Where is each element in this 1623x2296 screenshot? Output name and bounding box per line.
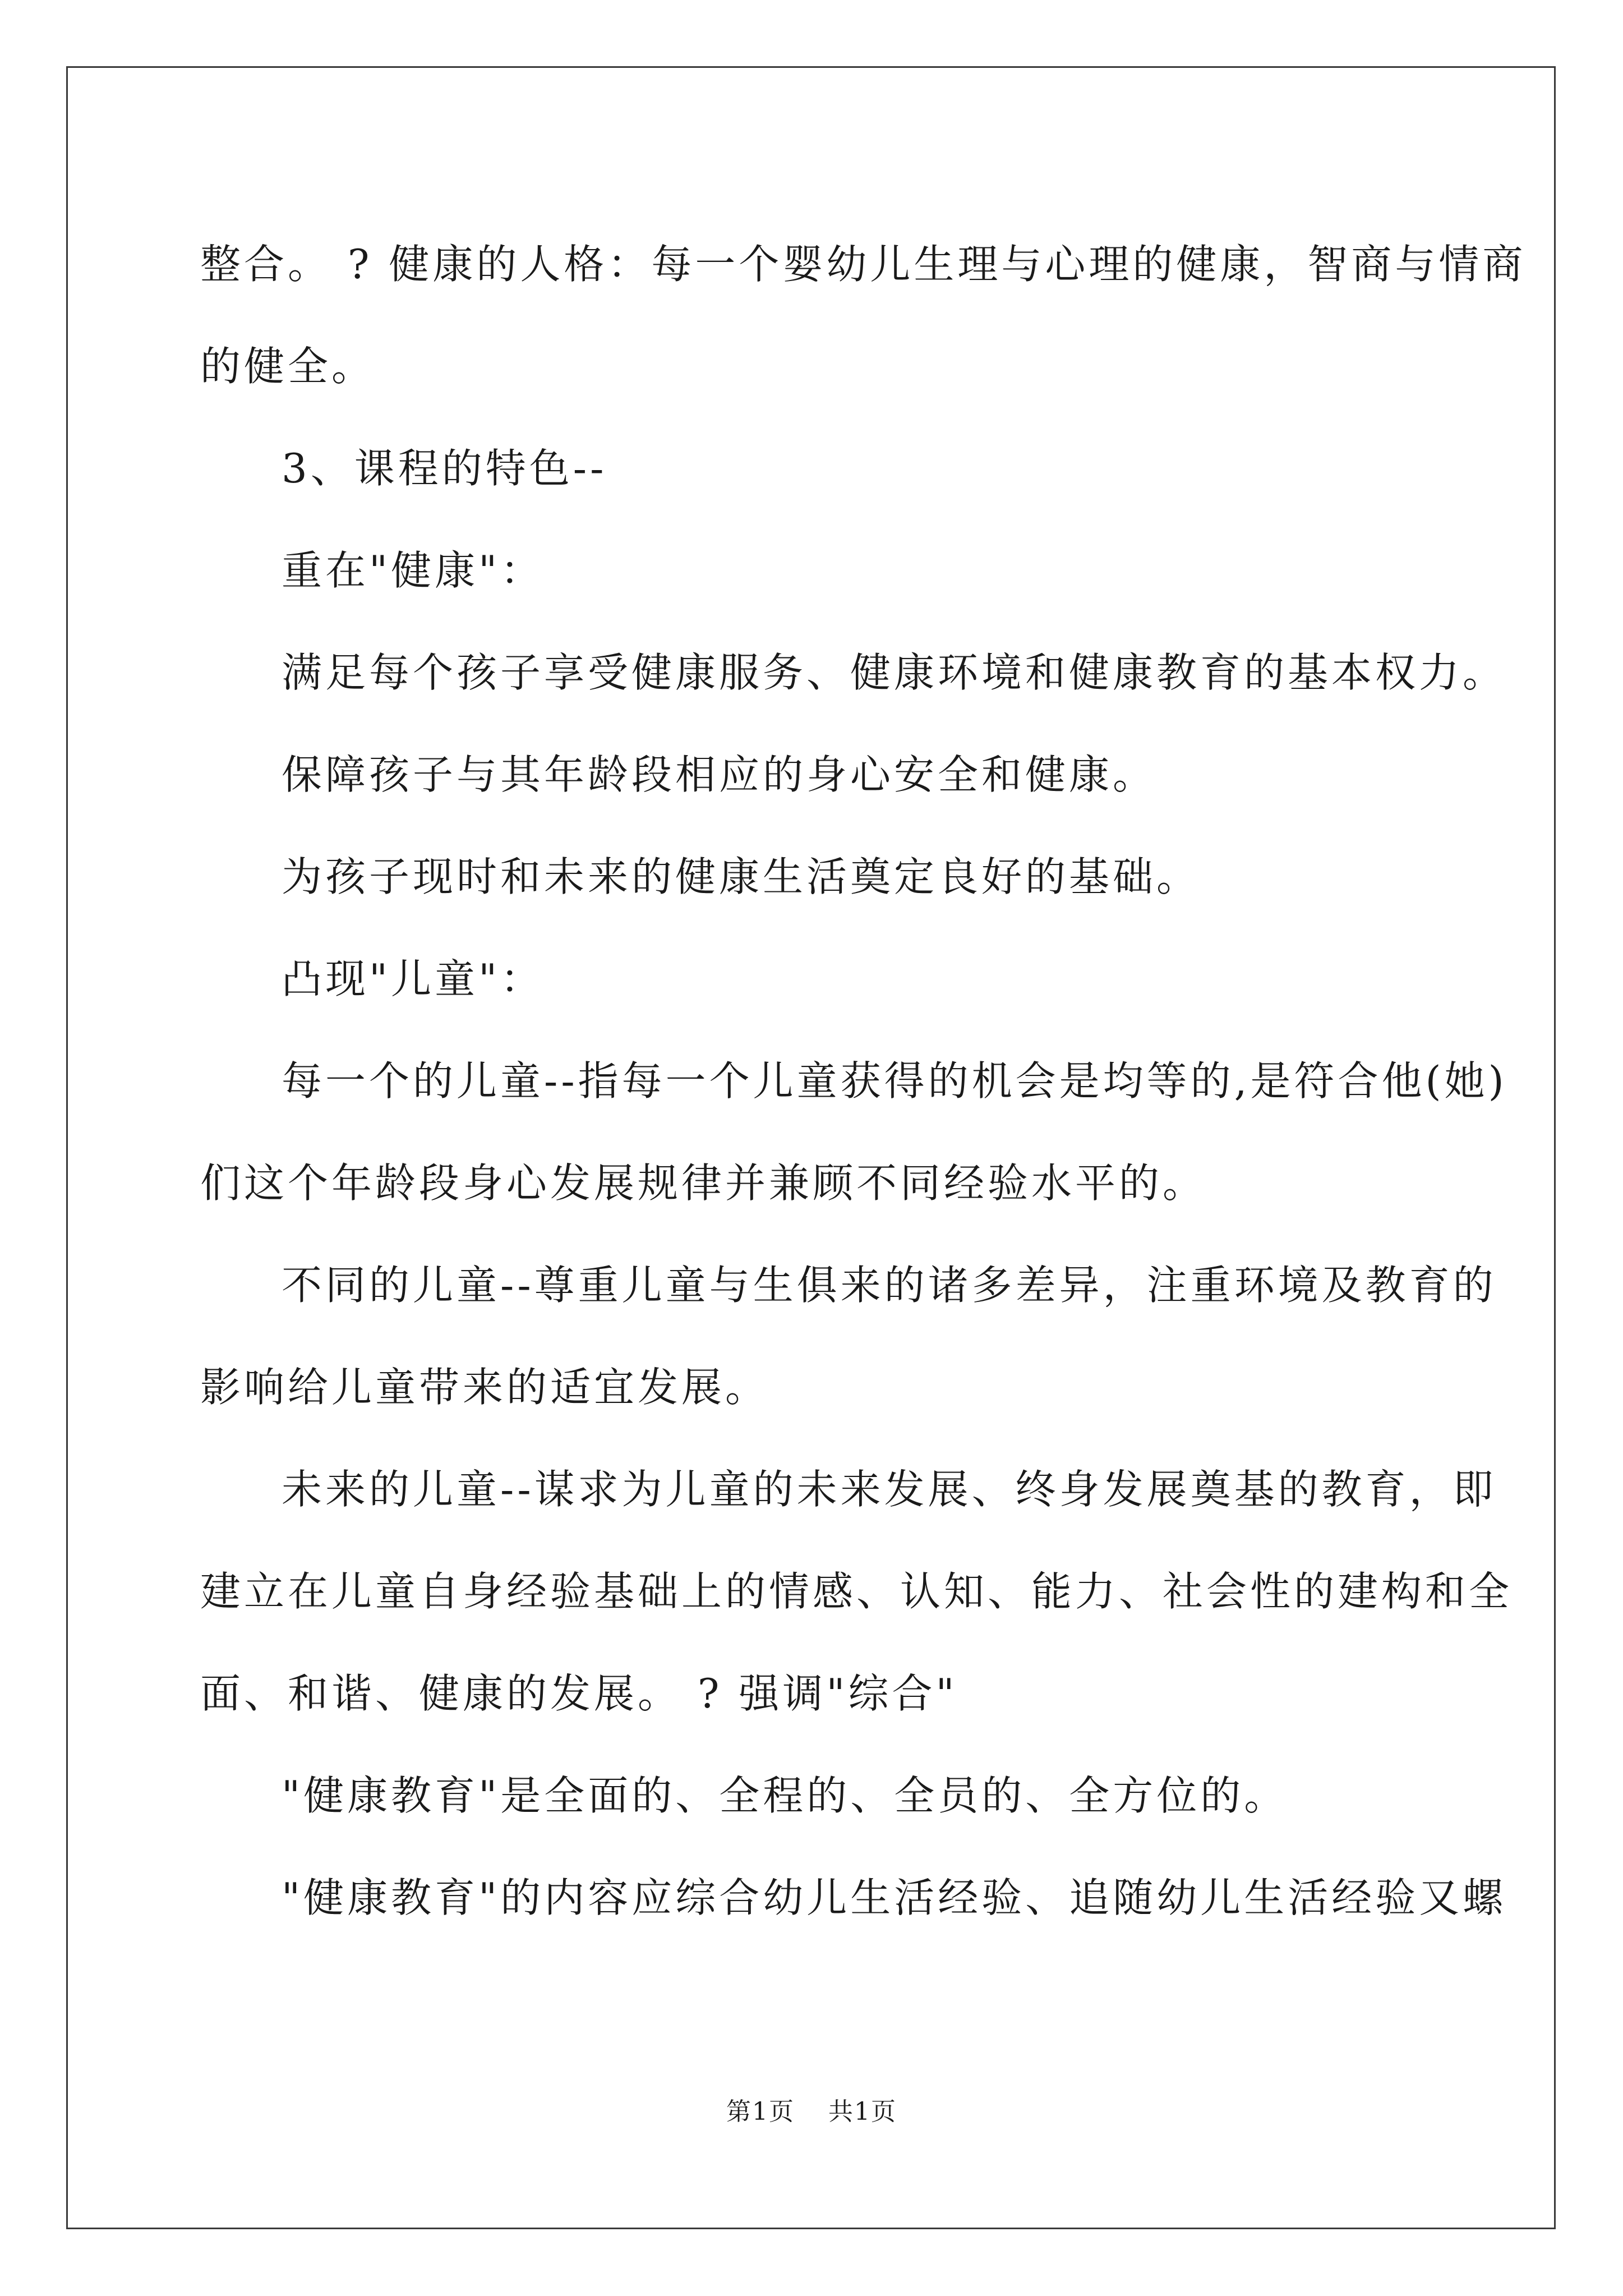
text-line: 重在"健康"：: [282, 547, 545, 594]
page-number: 第1页: [726, 2097, 795, 2126]
text-line: 为孩子现时和未来的健康生活奠定良好的基础。: [282, 853, 1201, 900]
text-line: 的健全。: [200, 343, 376, 390]
text-line: 满足每个孩子享受健康服务、健康环境和健康教育的基本权力。: [282, 649, 1507, 696]
text-line: 不同的儿童--尊重儿童与生俱来的诸多差异，注重环境及教育的: [282, 1262, 1497, 1309]
text-line: 每一个的儿童--指每一个儿童获得的机会是均等的,是符合他(她): [282, 1057, 1507, 1105]
text-line: 保障孩子与其年龄段相应的身心安全和健康。: [282, 751, 1157, 798]
page-total: 共1页: [828, 2097, 897, 2126]
document-body: [200, 213, 1527, 1949]
text-line: 3、课程的特色--: [282, 445, 607, 492]
text-line: 凸现"儿童"：: [282, 955, 545, 1002]
text-line: 影响给儿童带来的适宜发展。: [200, 1364, 769, 1411]
text-line: 面、和谐、健康的发展。 ? 强调"综合": [200, 1670, 958, 1717]
text-line: "健康教育"是全面的、全程的、全员的、全方位的。: [282, 1772, 1288, 1819]
text-line: 整合。 ? 健康的人格：每一个婴幼儿生理与心理的健康，智商与情商: [200, 241, 1527, 288]
text-line: "健康教育"的内容应综合幼儿生活经验、追随幼儿生活经验又螺: [282, 1874, 1507, 1921]
text-line: 们这个年龄段身心发展规律并兼顾不同经验水平的。: [200, 1159, 1207, 1207]
page-footer: [0, 2091, 1623, 2127]
text-line: 未来的儿童--谋求为儿童的未来发展、终身发展奠基的教育，即: [282, 1466, 1497, 1513]
text-line: 建立在儿童自身经验基础上的情感、认知、能力、社会性的建构和全: [200, 1568, 1513, 1615]
